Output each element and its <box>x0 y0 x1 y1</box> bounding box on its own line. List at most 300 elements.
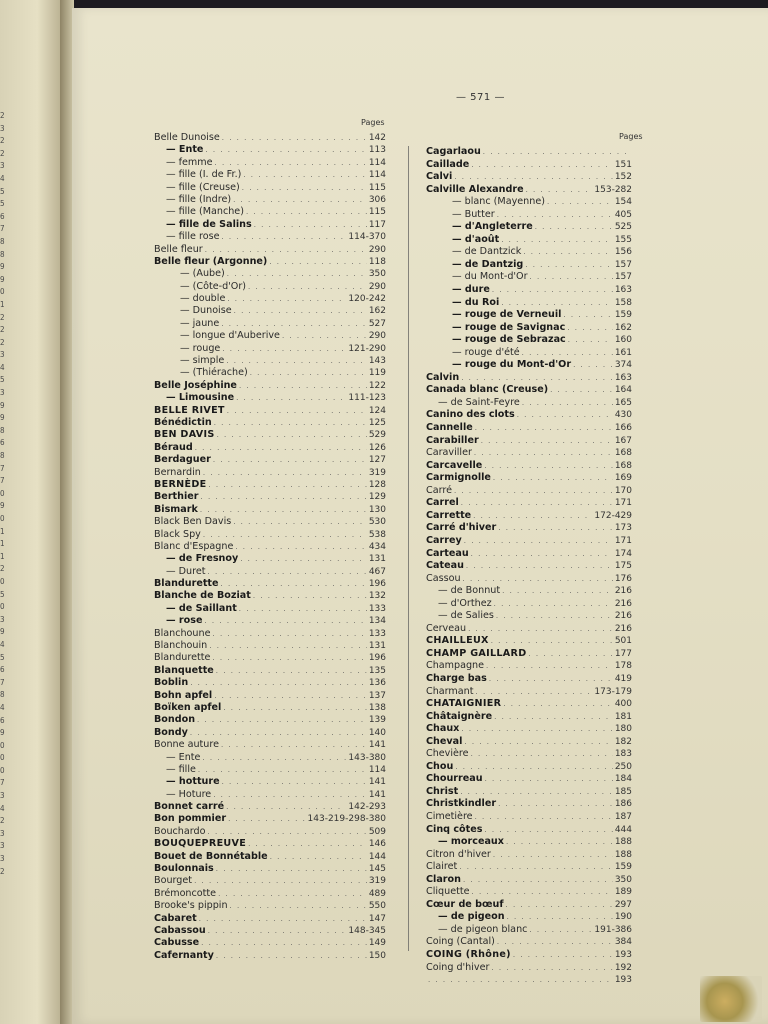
index-entry <box>426 334 632 347</box>
entry-page: 184 <box>614 774 632 785</box>
entry-name: Bouchardo <box>154 825 206 837</box>
entry-page: 216 <box>614 623 632 634</box>
entry-page: 152 <box>614 172 632 183</box>
entry-name: Cabassou <box>154 925 206 936</box>
entry-page: 538 <box>368 529 386 540</box>
entry-page: 290 <box>368 244 386 255</box>
index-entry <box>154 454 386 466</box>
entry-name: — femme <box>166 156 213 168</box>
leader-dots <box>472 886 613 899</box>
leader-dots <box>476 686 593 699</box>
index-entry <box>426 309 632 322</box>
index-entry <box>426 573 632 586</box>
index-entry <box>154 529 386 541</box>
facing-page-number: 0 <box>0 740 5 750</box>
entry-name: Bouet de Bonnétable <box>154 850 268 862</box>
index-entry <box>426 798 632 811</box>
entry-name: Cagarlaou <box>426 146 481 157</box>
entry-page: 148-345 <box>348 926 386 936</box>
index-entry <box>426 372 632 385</box>
entry-page: 131 <box>368 641 386 652</box>
entry-page: 156 <box>614 247 632 258</box>
entry-name: Chaux <box>426 723 460 735</box>
entry-name: Boblin <box>154 677 189 689</box>
facing-page-number: 3 <box>0 828 5 838</box>
entry-page: 196 <box>368 653 386 664</box>
leader-dots <box>254 219 367 231</box>
index-entry <box>426 786 632 799</box>
leader-dots <box>459 861 613 874</box>
leader-dots <box>221 231 346 243</box>
leader-dots <box>481 435 613 448</box>
index-entry <box>154 813 386 825</box>
index-entry <box>426 899 632 912</box>
index-entry <box>154 690 386 702</box>
leader-dots <box>502 585 613 598</box>
entry-page: 350 <box>368 269 386 280</box>
entry-name: Blandurette <box>154 652 211 664</box>
leader-dots <box>227 268 367 280</box>
index-entry <box>426 635 632 648</box>
leader-dots <box>491 962 612 975</box>
entry-page: 172-429 <box>594 510 632 521</box>
entry-name: — Ente <box>166 751 201 763</box>
entry-page: 489 <box>368 888 386 899</box>
index-entry <box>154 652 386 664</box>
index-entry <box>154 516 386 528</box>
leader-dots <box>226 355 367 367</box>
facing-page-number: 3 <box>0 388 5 398</box>
entry-page: 467 <box>368 566 386 577</box>
leader-dots <box>222 776 367 788</box>
leader-dots <box>208 925 347 937</box>
leader-dots <box>213 789 367 801</box>
page-number: — 571 — <box>456 92 505 103</box>
index-entry <box>426 962 632 975</box>
entry-name: — Dunoise <box>180 305 232 317</box>
entry-name: Cannelle <box>426 422 473 434</box>
leader-dots <box>240 553 367 565</box>
leader-dots <box>501 234 613 247</box>
facing-page-number: 1 <box>0 526 5 536</box>
entry-page: 157 <box>614 259 632 270</box>
entry-name: Cafernanty <box>154 949 214 961</box>
index-entry <box>426 949 632 962</box>
entry-name: Citron d'hiver <box>426 848 491 860</box>
entry-page: 182 <box>614 736 632 747</box>
leader-dots <box>454 485 613 498</box>
index-entry <box>426 435 632 448</box>
leader-dots <box>198 764 367 776</box>
index-entry <box>154 330 386 342</box>
facing-page-number: 4 <box>0 362 5 372</box>
entry-name: Bondon <box>154 714 196 726</box>
facing-page-number: 3 <box>0 123 5 133</box>
entry-page: 178 <box>614 661 632 672</box>
index-entry <box>426 159 632 172</box>
entry-name: — du Roi <box>452 296 500 308</box>
entry-name: — dure <box>452 284 490 296</box>
index-entry <box>154 392 386 404</box>
entry-page: 168 <box>614 460 632 471</box>
index-entry <box>426 472 632 485</box>
entry-page: 159 <box>614 310 632 321</box>
entry-name: — rouge de Sebrazac <box>452 334 566 346</box>
index-entry <box>154 467 386 479</box>
leader-dots <box>568 334 613 347</box>
entry-page: 141 <box>368 740 386 751</box>
leader-dots <box>507 911 613 924</box>
leader-dots <box>471 748 613 761</box>
entry-page: 120-242 <box>348 294 386 305</box>
entry-page: 121-290 <box>348 343 386 354</box>
facing-page-number: 8 <box>0 249 5 259</box>
entry-page: 216 <box>614 598 632 609</box>
entry-name: Bénédictin <box>154 416 212 428</box>
entry-name: Bernardin <box>154 466 201 478</box>
leader-dots <box>475 422 613 435</box>
facing-page-number: 0 <box>0 488 5 498</box>
leader-dots <box>498 522 613 535</box>
leader-dots <box>205 144 366 156</box>
entry-name: — hotture <box>166 776 220 788</box>
entry-name: Calville Alexandre <box>426 183 524 195</box>
entry-name: CHATAIGNIER <box>426 698 502 710</box>
leader-dots <box>461 372 613 385</box>
index-entry <box>426 711 632 724</box>
entry-name: — d'Orthez <box>438 597 492 609</box>
facing-page-number: 2 <box>0 312 5 322</box>
index-entry <box>426 698 632 711</box>
facing-page-number: 2 <box>0 111 5 120</box>
leader-dots <box>194 875 367 887</box>
entry-page: 135 <box>368 665 386 676</box>
entry-page: 162 <box>368 306 386 317</box>
entry-name: — de Saint-Feyre <box>438 396 520 408</box>
index-entry <box>426 485 632 498</box>
facing-page-number: 2 <box>0 866 5 876</box>
entry-name: — d'Angleterre <box>452 221 533 233</box>
entry-name: — Hoture <box>166 788 212 800</box>
entry-page: 118 <box>368 256 386 267</box>
leader-dots <box>525 259 613 272</box>
entry-name: Bonne auture <box>154 739 220 751</box>
entry-name: Carcavelle <box>426 459 483 471</box>
entry-name: Claron <box>426 873 461 885</box>
entry-name: Carrette <box>426 509 472 521</box>
entry-page: 134 <box>368 616 386 627</box>
leader-dots <box>473 510 592 523</box>
entry-name: — rose <box>166 615 203 627</box>
entry-page: 161 <box>614 347 632 358</box>
index-entry <box>426 849 632 862</box>
facing-page-number: 9 <box>0 728 5 738</box>
facing-page-number: 1 <box>0 551 5 561</box>
entry-name: CHAMP GAILLARD <box>426 647 527 659</box>
facing-page-number: 0 <box>0 576 5 586</box>
entry-page: 115 <box>368 207 386 218</box>
leader-dots <box>190 727 367 739</box>
index-entry <box>426 736 632 749</box>
entry-name: — morceaux <box>438 836 504 848</box>
entry-page: 170 <box>614 485 632 496</box>
entry-name: BOUQUEPREUVE <box>154 838 247 850</box>
leader-dots <box>230 900 367 912</box>
leader-dots <box>203 529 367 541</box>
index-entry <box>426 259 632 272</box>
leader-dots <box>501 297 613 310</box>
index-entry <box>154 504 386 516</box>
index-entry <box>154 702 386 714</box>
index-entry <box>426 359 632 372</box>
facing-page-number: 2 <box>0 337 5 347</box>
index-entry <box>426 522 632 535</box>
entry-name: Boïken apfel <box>154 701 222 713</box>
entry-page: 176 <box>614 573 632 584</box>
entry-page: 138 <box>368 702 386 713</box>
leader-dots <box>213 628 367 640</box>
leader-dots <box>221 739 367 751</box>
entry-page: 114 <box>368 157 386 168</box>
entry-page: 139 <box>368 715 386 726</box>
facing-page-number: 4 <box>0 803 5 813</box>
entry-name: Charmant <box>426 685 474 697</box>
entry-page: 193 <box>614 975 632 986</box>
leader-dots <box>503 698 613 711</box>
entry-page: 142 <box>368 133 386 143</box>
entry-page: 143 <box>368 356 386 367</box>
leader-dots <box>218 888 367 900</box>
leader-dots <box>491 635 613 648</box>
leader-dots <box>483 146 630 159</box>
leader-dots <box>202 752 346 764</box>
leader-dots <box>212 652 366 664</box>
entry-name: Brémoncotte <box>154 887 217 899</box>
leader-dots <box>460 786 613 799</box>
leader-dots <box>489 673 613 686</box>
index-entry <box>154 900 386 912</box>
facing-page-numbers <box>0 110 14 878</box>
entry-name: Bismark <box>154 503 198 515</box>
index-entry <box>154 219 386 231</box>
index-entry <box>154 541 386 553</box>
leader-dots <box>208 566 367 578</box>
entry-page: 188 <box>614 849 632 860</box>
facing-page-number: 5 <box>0 589 5 599</box>
facing-page-number: 7 <box>0 463 5 473</box>
index-entry <box>426 924 632 937</box>
facing-page-number: 3 <box>0 841 5 851</box>
index-entry <box>154 380 386 392</box>
leader-dots <box>243 169 366 181</box>
entry-name: Cliquette <box>426 886 470 898</box>
entry-name: Béraud <box>154 441 193 453</box>
leader-dots <box>535 221 613 234</box>
entry-page: 196 <box>368 579 386 590</box>
index-entry <box>426 660 632 673</box>
facing-page-number: 5 <box>0 199 5 209</box>
entry-page: 150 <box>368 950 386 961</box>
entry-page: 114 <box>368 764 386 775</box>
index-entry <box>154 144 386 156</box>
facing-page-number: 0 <box>0 765 5 775</box>
leader-dots <box>454 171 612 184</box>
index-entry <box>426 723 632 736</box>
facing-page-number: 6 <box>0 715 5 725</box>
index-entry <box>426 246 632 259</box>
leader-dots <box>242 182 367 194</box>
index-entry <box>154 479 386 491</box>
leader-dots <box>222 132 367 144</box>
entry-page: 186 <box>614 799 632 810</box>
entry-page: 132 <box>368 591 386 602</box>
index-entry <box>154 256 386 268</box>
entry-name: Belle fleur (Argonne) <box>154 255 268 267</box>
facing-page-number: 2 <box>0 136 5 146</box>
leader-dots <box>522 397 613 410</box>
entry-name: — (Côte-d'Or) <box>180 280 247 292</box>
leader-dots <box>236 392 346 404</box>
entry-name: Blanquette <box>154 664 214 676</box>
entry-name: — fille rose <box>166 231 220 243</box>
facing-page-number: 8 <box>0 236 5 246</box>
leader-dots <box>208 826 367 838</box>
index-entry <box>426 761 632 774</box>
entry-name: Coing (Cantal) <box>426 936 495 948</box>
index-entry <box>154 318 386 330</box>
entry-name: — du Mont-d'Or <box>452 271 528 283</box>
entry-name: Cheval <box>426 735 463 747</box>
entry-page: 114 <box>368 170 386 181</box>
facing-page-number: 6 <box>0 665 5 675</box>
entry-name: Bonnet carré <box>154 801 225 813</box>
entry-name: Bourget <box>154 875 193 887</box>
entry-page: 111-123 <box>348 393 386 404</box>
facing-page-number: 9 <box>0 413 5 423</box>
leader-dots <box>216 863 367 875</box>
facing-page-number: 5 <box>0 186 5 196</box>
entry-name: — rouge du Mont-d'Or <box>452 359 572 371</box>
entry-name: Black Spy <box>154 528 201 540</box>
index-entry <box>154 764 386 776</box>
index-entry <box>154 714 386 726</box>
leader-dots <box>496 610 613 623</box>
entry-page: 190 <box>614 912 632 923</box>
entry-name: — (Thiérache) <box>180 367 248 379</box>
entry-page: 126 <box>368 442 386 453</box>
index-entry <box>426 836 632 849</box>
entry-name: Blanchoune <box>154 627 211 639</box>
entry-name: Calvin <box>426 371 460 383</box>
entry-name: — fille de Salins <box>166 218 252 230</box>
index-entry <box>426 585 632 598</box>
leader-dots <box>201 937 367 949</box>
index-entry <box>154 442 386 454</box>
entry-name: — de Dantzick <box>452 246 522 258</box>
entry-page: 162 <box>614 322 632 333</box>
leader-dots <box>200 504 367 516</box>
facing-page-number: 5 <box>0 375 5 385</box>
entry-page: 133 <box>368 603 386 614</box>
index-entry <box>426 811 632 824</box>
index-entry <box>426 648 632 661</box>
leader-dots <box>506 836 613 849</box>
entry-page: 147 <box>368 913 386 924</box>
index-entry <box>154 578 386 590</box>
leader-dots <box>567 322 613 335</box>
leader-dots <box>523 246 612 259</box>
entry-page: 136 <box>368 678 386 689</box>
leader-dots <box>239 603 367 615</box>
entry-name: Carré <box>426 484 452 496</box>
leader-dots <box>522 347 613 360</box>
index-entry <box>426 610 632 623</box>
index-entry <box>426 673 632 686</box>
entry-page: 115 <box>368 182 386 193</box>
facing-page-number: 1 <box>0 299 5 309</box>
leader-dots <box>209 640 367 652</box>
leader-dots <box>195 442 367 454</box>
facing-page-number: 0 <box>0 514 5 523</box>
entry-page: 384 <box>614 937 632 948</box>
index-entry <box>426 284 632 297</box>
leader-dots <box>471 548 613 561</box>
index-entry <box>426 409 632 422</box>
index-entry <box>426 422 632 435</box>
leader-dots <box>221 578 367 590</box>
entry-name: Brooke's pippin <box>154 900 228 912</box>
entry-page: 319 <box>368 467 386 478</box>
entry-page: 122 <box>368 380 386 391</box>
index-entry <box>426 548 632 561</box>
entry-name: Caraviller <box>426 447 472 459</box>
entry-name: Cassou <box>426 572 461 584</box>
leader-dots <box>474 447 613 460</box>
index-entry <box>426 535 632 548</box>
entry-page: 297 <box>614 899 632 910</box>
entry-name: BELLE RIVET <box>154 404 225 416</box>
entry-page: 168 <box>614 448 632 459</box>
index-entry <box>154 640 386 652</box>
facing-page-number: 8 <box>0 451 5 461</box>
facing-page-number: 3 <box>0 791 5 801</box>
entry-page: 181 <box>614 711 632 722</box>
facing-page-number: 6 <box>0 211 5 221</box>
entry-page: 180 <box>614 724 632 735</box>
entry-name: Cinq côtes <box>426 823 483 835</box>
leader-dots <box>484 460 613 473</box>
index-entry <box>426 824 632 837</box>
column-divider <box>408 146 409 951</box>
entry-name: — rouge de Verneuil <box>452 309 562 321</box>
entry-page: 157 <box>614 272 632 283</box>
entry-page: 113 <box>368 145 386 156</box>
leader-dots <box>270 851 367 863</box>
corner-thumbnail <box>700 976 762 1022</box>
entry-name: Châtaignère <box>426 710 493 722</box>
entry-page: 183 <box>614 749 632 760</box>
leader-dots <box>246 206 367 218</box>
entry-name: Canada blanc (Creuse) <box>426 384 549 396</box>
entry-page: 216 <box>614 611 632 622</box>
entry-name: — fille (Indre) <box>166 193 232 205</box>
leader-dots <box>214 690 367 702</box>
entry-page: 173 <box>614 523 632 534</box>
entry-page: 133 <box>368 628 386 639</box>
index-entry <box>154 603 386 615</box>
entry-name: Berthier <box>154 491 199 503</box>
entry-page: 169 <box>614 473 632 484</box>
